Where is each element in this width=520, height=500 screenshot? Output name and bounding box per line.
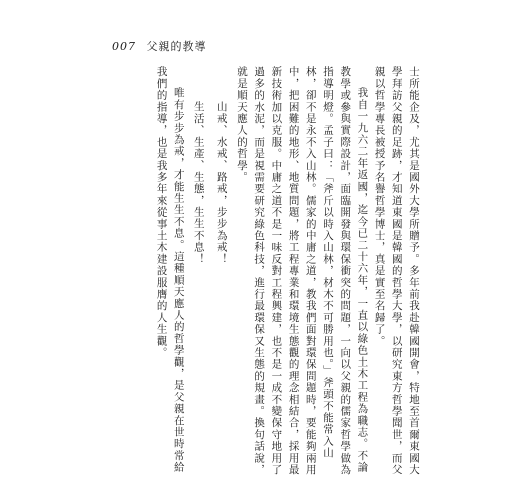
verse-line: 山戒、水戒、路戒，步步為戒！ (215, 100, 228, 265)
paragraph-philosophy: 我自一九六二年返國，迄今已二十六年，一直以綠色土木工程為職志。不論教學或參與實際設計，面臨開發與環保衝突的問題，一向以父親的儒家哲學做為指導明燈。孟子曰：「斧斤以時入山林，材木不可勝用也。」斧頭不能常入山林，卻不是永不入山林。儒家的中庸之道，教我們面對環保問題時，要能夠兩用中，把困難的地形、地質問題，將工程專業和環境生態觀的理念相結合，採用最新技術加以克服。中庸之道不是一味反對工程興建，也不是一成不變保守地用了過多的水泥，而是視需要研究綠色科技，進行最環保又生態的規畫。換句話說，就是順天應人的哲學。 (235, 66, 369, 476)
page-number: 007 (112, 40, 136, 53)
closing-paragraph: 唯有步步為戒，才能生生不息。這種順天應人的哲學觀，是父親在世時常給我們的指導，也是我多年來從事土木建設服膺的人生觀。 (155, 66, 185, 474)
chapter-title: 父親的教導 (146, 40, 207, 53)
page-header (112, 38, 207, 54)
paragraph-continued: 士所能企及，尤其是國外大學所贈予。多年前我赴韓國開會，特地至首爾東國大學拜訪父親的足跡，才知道東國是韓國的哲學大學，以研究東方哲學聞世，而父親以哲學專長被授予名譽哲學博士，真是實至名歸了。 (373, 66, 420, 476)
vertical-text-body (112, 66, 422, 476)
verse-line: 生活、生產、生態，生生不息！ (192, 100, 205, 265)
